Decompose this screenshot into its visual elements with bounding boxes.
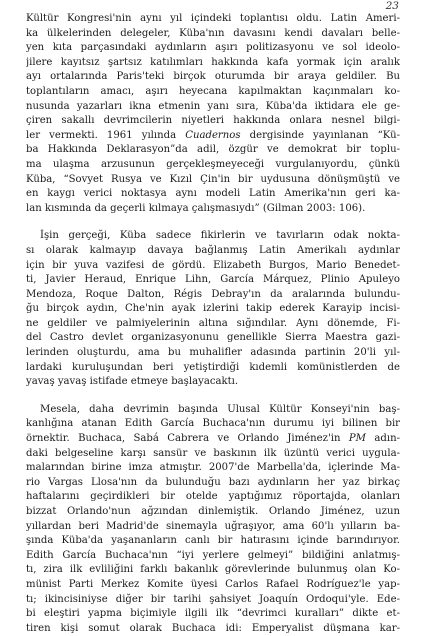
- text-line: bizzat Orlando'nun ağzından dinlemiştik. Orlando Jiménez, uzun: [26, 506, 400, 517]
- text-line: ayı ortalarında Paris'teki birçok oturumda bir araya geldiler. Bu: [26, 71, 400, 83]
- text-line: haftalarını geçirdikleri bir otelde yaptığımız röportajda, olanları: [26, 491, 400, 503]
- text-line: lan kısmında da geçerli kılmaya çalışmasıydı” (Gilman 2003: 106).: [26, 202, 366, 214]
- paragraph: [26, 403, 400, 636]
- text-line: Mesela, daha devrimin başında Ulusal Kültür Konseyi'nin baş-: [40, 403, 400, 415]
- paragraph: [26, 229, 400, 390]
- text-line: ba Hakkında Deklarasyon”da adil, özgür ve demokrat bir toplu-: [26, 144, 400, 156]
- text-line: malarından birine imza atmıştır. 2007'de Marbella'da, içlerinde Ma-: [26, 462, 400, 474]
- text-line: ma ulaşma arzusunun gerçekleşmeyeceği vurgulanıyordu, çünkü: [26, 158, 400, 170]
- body-text: [26, 12, 400, 636]
- text-line: kanlığına atanan Edith García Buchaca'nın durumu iyi bilinen bir: [26, 418, 400, 430]
- text-line: toplantıların amacı, aşırı heyecana kapılmaktan kaçınmaları ko-: [26, 85, 400, 97]
- text-line: Kültür Kongresi'nin aynı yıl içindeki toplantısı oldu. Latin Ameri-: [26, 13, 400, 24]
- text-line: sı olarak kalmayıp davaya bağlanmış Latin Amerikalı aydınlar: [26, 244, 400, 256]
- text-line: yıllardan beri Madrid'de sinemayla uğraşıyor, ama 60'lı yılların ba-: [26, 520, 400, 532]
- text-line: tı, zira ilk evliliğini farklı bakanlık görevlerinde bulunmuş olan Ko-: [26, 564, 400, 576]
- text-line: için bir yuva vazifesi de gördü. Elizabeth Burgos, Mario Benedet-: [26, 259, 400, 271]
- text-line: lardaki kuruluşundan beri yetiştirdiği kıdemli komünistlerden de: [26, 361, 400, 373]
- page-number: 23: [385, 0, 399, 12]
- text-line: ler vermekti. 1961 yılında Cuadernos dergisinde yayınlanan “Kü-: [26, 129, 400, 141]
- text-line: ne geldiler ve palmiyelerinin altına sığındılar. Aynı dönemde, Fi-: [26, 317, 400, 329]
- text-line: Mendoza, Roque Dalton, Régis Debray'ın da aralarında bulundu-: [26, 288, 400, 300]
- text-line: daki belgeseline karşı sansür ve baskının ilk üzüntü verici uygula-: [26, 447, 400, 459]
- text-line: örnektir. Buchaca, Sabá Cabrera ve Orlando Jiménez'in PM adın-: [26, 433, 400, 445]
- text-line: ğu birçok aydın, Che'nin ayak izlerini takip ederek Karayip incisi-: [26, 303, 400, 315]
- text-line: Edith García Buchaca'nın “iyi yerlere gelmeyi” bildiğini anlatmış-: [26, 549, 400, 561]
- text-line: bi eleştiri yapma biçimiyle ilgili ilk “devrimci kuralları” dikte et-: [26, 608, 400, 620]
- paragraph: [26, 12, 400, 216]
- text-line: Küba, “Sovyet Rusya ve Kızıl Çin'in bir uydusuna dönüşmüştü ve: [26, 173, 400, 185]
- text-line: rio Vargas Llosa'nın da bulunduğu bazı aydınların her yaz birkaç: [26, 476, 400, 488]
- text-line: yavaş yavaş istifade etmeye başlayacaktı.: [26, 376, 239, 388]
- text-line: ka ülkelerinden delegeler, Küba'nın davasını kendi davaları belle-: [26, 27, 400, 39]
- text-line: yen kıta parçasındaki aydınların aşırı politizasyonu ve sol ideolo-: [26, 42, 400, 54]
- text-line: tiren kişi somut olarak Buchaca idi: Emperyalist düşmana kar-: [26, 622, 400, 634]
- text-line: nusunda yazarları ikna etmenin yanı sıra, Küba'da iktidara ele ge-: [26, 100, 400, 112]
- text-line: ti, Javier Heraud, Enrique Lihn, García Márquez, Plinio Apuleyo: [26, 274, 400, 286]
- text-line: en kaygı verici noktasya aynı modeli Latin Amerika'nın geri ka-: [26, 188, 400, 200]
- text-line: İşin gerçeği, Küba sadece fikirlerin ve tavırların odak nokta-: [40, 230, 400, 242]
- text-line: çiren sakallı devrimcilerin niyetleri hakkında onlara nesnel bilgi-: [26, 115, 400, 127]
- text-line: jilere kayıtsız şartsız katılımları hakkında kafa yormak için aralık: [26, 56, 400, 68]
- text-line: lerinden oluşturdu, ama bu muhalifler adasında partinin 20'li yıl-: [26, 347, 400, 359]
- text-line: şında Küba'da yaşananların canlı bir hatırasını içinde barındırıyor.: [26, 535, 400, 547]
- text-line: münist Parti Merkez Komite üyesi Carlos Rafael Rodríguez'le yap-: [26, 578, 400, 590]
- text-line: tı; ikincisiniyse diğer bir tarihi şahsiyet Joaquín Ordoqui'yle. Ede-: [26, 593, 400, 605]
- text-line: del Castro devlet organizasyonunu genellikle Sierra Maestra gazi-: [26, 332, 400, 344]
